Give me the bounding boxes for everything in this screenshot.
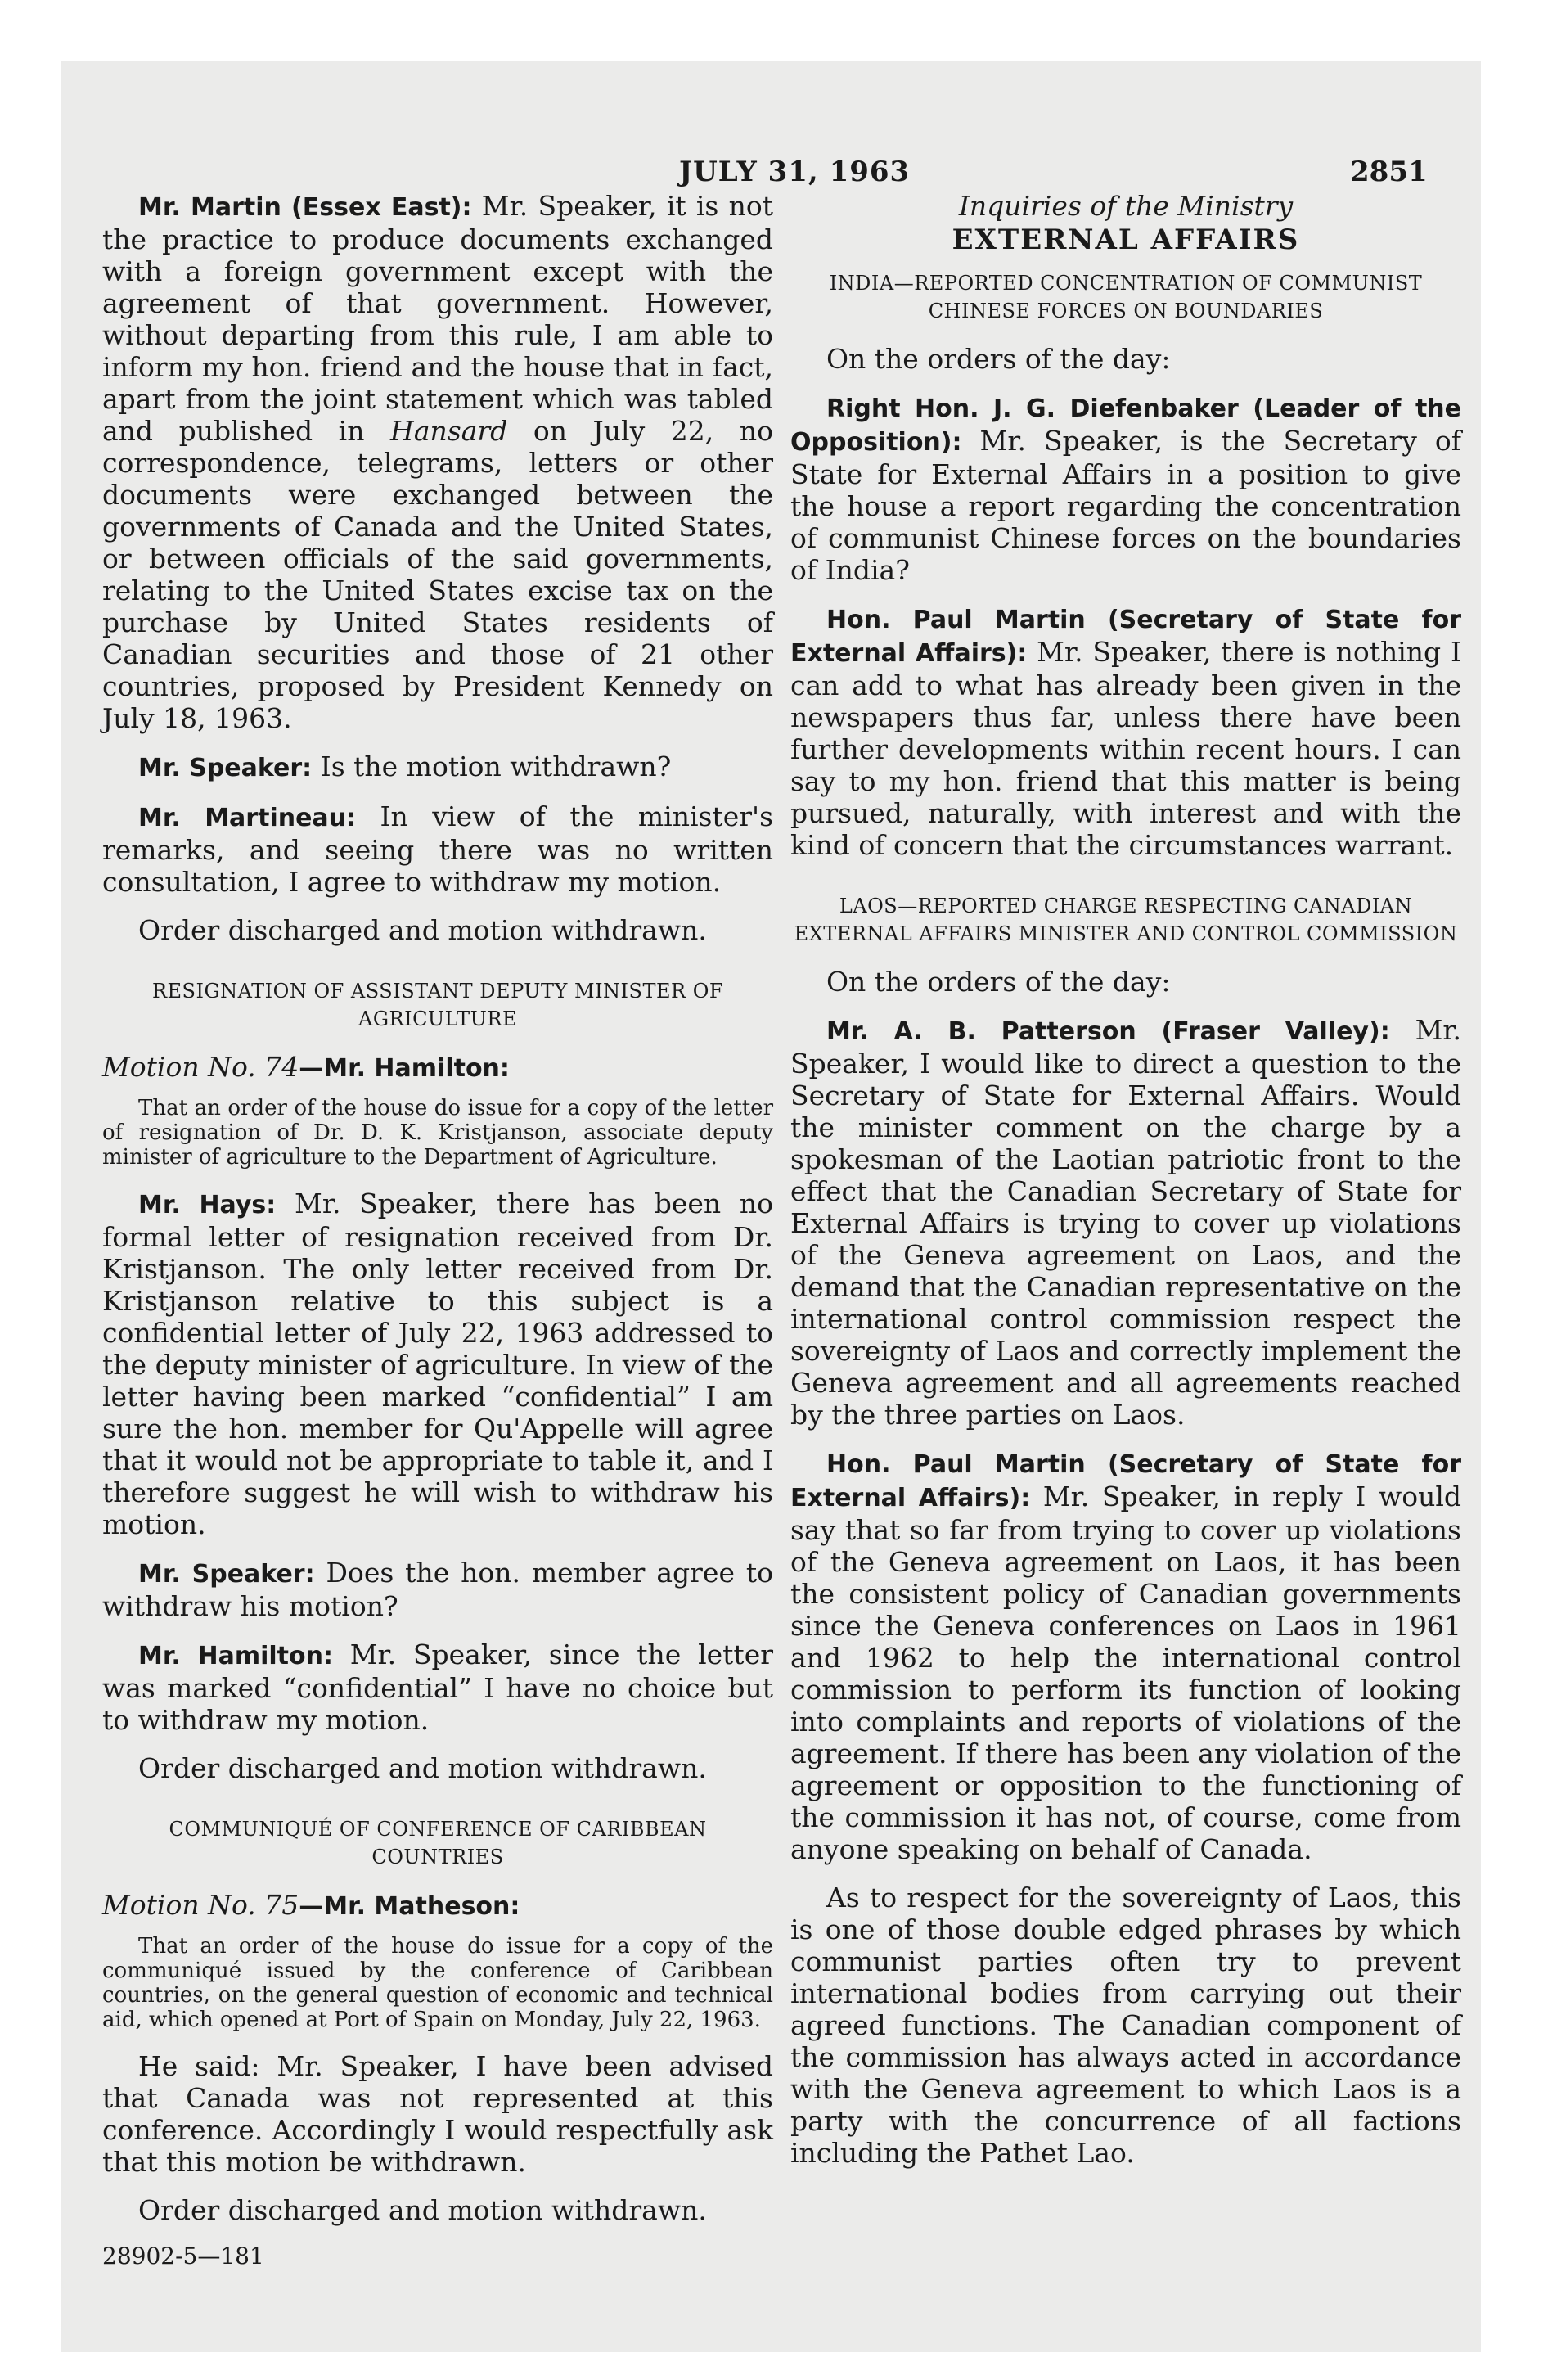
paragraph: Mr. Speaker: Is the motion withdrawn? bbox=[138, 751, 672, 782]
print-footer-code: 28902-5—181 bbox=[102, 2243, 264, 2270]
page-number: 2851 bbox=[1350, 156, 1428, 188]
speaker-name: Hon. Paul Martin (Secretary of State for External Affairs): bbox=[790, 1450, 1461, 1512]
section-subtitle: Inquiries of the Ministry bbox=[958, 190, 1294, 222]
right-column bbox=[790, 190, 1461, 2185]
section-heading: INDIA—REPORTED CONCENTRATION OF COMMUNIST CHINESE FORCES ON BOUNDARIES bbox=[829, 272, 1423, 322]
paragraph: Order discharged and motion withdrawn. bbox=[138, 1752, 707, 1784]
paragraph: As to respect for the sovereignty of Laos, this is one of those double edged phrases by which communist parties often try to prevent international bodies from carrying out their agreed functions. The Canadian component of the commission has always acted in accordance with the Geneva agreement to which Laos is a party with the concurrence of all factions including the Pathet Lao. bbox=[790, 1882, 1461, 2169]
paragraph: On the orders of the day: bbox=[826, 343, 1171, 375]
paragraph: Mr. A. B. Patterson (Fraser Valley): Mr. Speaker, I would like to direct a question to the Secretary of State for External Affairs. Would the minister comment on the charge by a spokesman of the Laotian patriotic front to the effect that the Canadian Secretary of State for External Affairs is trying to cover up violations of the Geneva agreement on Laos, and the demand that the Canadian representative on the international control commission respect the sovereignty of Laos and correctly implement the Geneva agreement and all agreements reached by the three parties on Laos. bbox=[790, 1014, 1461, 1431]
speaker-name: Hon. Paul Martin (Secretary of State for External Affairs): bbox=[790, 606, 1461, 668]
paragraph: He said: Mr. Speaker, I have been advised that Canada was not represented at this conference. Accordingly I would respectfully ask that this motion be withdrawn. bbox=[102, 2050, 773, 2178]
paragraph: Order discharged and motion withdrawn. bbox=[138, 914, 707, 946]
section-heading: COMMUNIQUÉ OF CONFERENCE OF CARIBBEAN COUNTRIES bbox=[169, 1818, 707, 1868]
speaker-name: Mr. A. B. Patterson (Fraser Valley): bbox=[826, 1017, 1390, 1046]
speaker-name: Mr. Hamilton: bbox=[138, 1642, 333, 1670]
paragraph: Right Hon. J. G. Diefenbaker (Leader of the Opposition): Mr. Speaker, is the Secretary of State for External Affairs in a position to give the house a report regarding the concentration of communist Chinese forces on the boundaries of India? bbox=[790, 394, 1461, 586]
paragraph: Mr. Hays: Mr. Speaker, there has been no formal letter of resignation received from Dr. Kristjanson. The only letter received from Dr. Kristjanson relative to this subject is a confidential letter of July 22, 1963 addressed to the deputy minister of agriculture. In view of the letter having been marked “confidential” I am sure the hon. member for Qu'Appelle will agree that it would not be appropriate to table it, and I therefore suggest he will wish to withdraw his motion. bbox=[102, 1188, 773, 1540]
speaker-name: Mr. Martineau: bbox=[138, 804, 357, 832]
speaker-name: Right Hon. J. G. Diefenbaker (Leader of the Opposition): bbox=[790, 394, 1461, 457]
motion-title: Motion No. 74—Mr. Hamilton: bbox=[102, 1051, 510, 1083]
speaker-name: Mr. Martin (Essex East): bbox=[138, 193, 472, 222]
paragraph: Hon. Paul Martin (Secretary of State for External Affairs): Mr. Speaker, in reply I would say that so far from trying to cover up violations of the Geneva agreement on Laos, it has been the consistent policy of Canadian governments since the Geneva conferences on Laos in 1961 and 1962 to help the international control commission to perform its function of looking into complaints and reports of violations of the agreement. If there has been any violation of the agreement or opposition to the functioning of the commission it has not, of course, come from anyone speaking on behalf of Canada. bbox=[790, 1450, 1462, 1865]
motion-body: That an order of the house do issue for a copy of the letter of resignation of Dr. D. K. Kristjanson, associate deputy minister of agriculture to the Department of Agriculture. bbox=[102, 1096, 773, 1170]
paragraph: On the orders of the day: bbox=[826, 966, 1171, 998]
left-column bbox=[102, 190, 773, 2270]
page-date-header: JULY 31, 1963 bbox=[679, 156, 911, 188]
speaker-name: Mr. Hays: bbox=[138, 1191, 277, 1219]
motion-title: Motion No. 75—Mr. Matheson: bbox=[102, 1889, 520, 1921]
paragraph: Hon. Paul Martin (Secretary of State for External Affairs): Mr. Speaker, there is nothing I can add to what has already been given in the newspapers thus far, unless there have been further developments within recent hours. I can say to my hon. friend that this matter is being pursued, naturally, with interest and with the kind of concern that the circumstances warrant. bbox=[790, 606, 1461, 861]
paragraph: Order discharged and motion withdrawn. bbox=[138, 2194, 707, 2226]
section-heading: RESIGNATION OF ASSISTANT DEPUTY MINISTER OF AGRICULTURE bbox=[151, 980, 724, 1030]
paragraph: Mr. Speaker: Does the hon. member agree to withdraw his motion? bbox=[102, 1557, 773, 1622]
section-title: EXTERNAL AFFAIRS bbox=[952, 223, 1300, 256]
paragraph: Mr. Martin (Essex East): Mr. Speaker, it is not the practice to produce documents exchanged with a foreign government except with the agreement of that government. However, without departing from this rule, I am able to inform my hon. friend and the house that in fact, apart from the joint statement which was tabled and published in Hansard on July 22, no correspondence, telegrams, letters or other documents were exchanged between the governments of Canada and the United States, or between officials of the said governments, relating to the United States excise tax on the purchase by United States residents of Canadian securities and those of 21 other countries, proposed by President Kennedy on July 18, 1963. bbox=[102, 190, 774, 734]
speaker-name: Mr. Speaker: bbox=[138, 1560, 315, 1589]
section-heading: LAOS—REPORTED CHARGE RESPECTING CANADIAN EXTERNAL AFFAIRS MINISTER AND CONTROL COMMISSION bbox=[794, 895, 1458, 945]
motion-body: That an order of the house do issue for a copy of the communiqué issued by the conference of Caribbean countries, on the general question of economic and technical aid, which opened at Port of Spain on Monday, July 22, 1963. bbox=[102, 1934, 773, 2032]
paragraph: Mr. Hamilton: Mr. Speaker, since the letter was marked “confidential” I have no choice but to withdraw my motion. bbox=[102, 1639, 773, 1736]
speaker-name: Mr. Speaker: bbox=[138, 754, 313, 782]
paragraph: Mr. Martineau: In view of the minister's remarks, and seeing there was no written consultation, I agree to withdraw my motion. bbox=[102, 800, 774, 898]
